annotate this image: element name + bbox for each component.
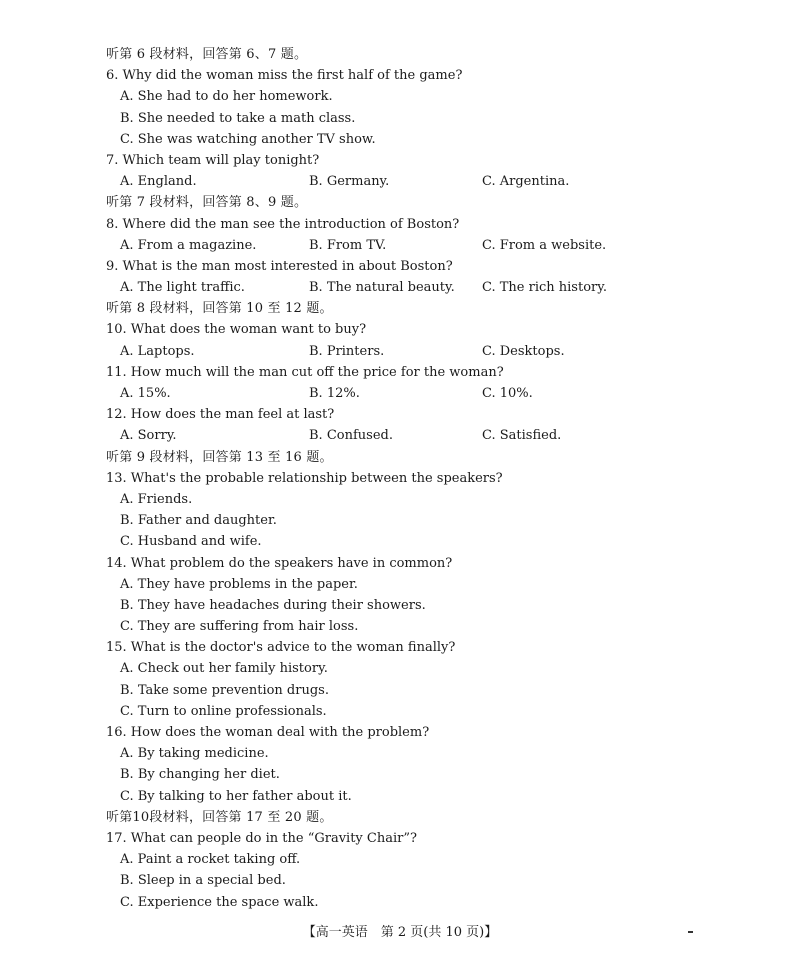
option-c: C. 10%.	[482, 386, 533, 401]
option-row	[106, 341, 706, 362]
question-text: 6. Why did the woman miss the first half of the game?	[106, 68, 463, 84]
option-text: A. Friends.	[120, 491, 193, 507]
option-text: C. Experience the space walk.	[120, 894, 319, 910]
option-b: B. From TV.	[309, 237, 387, 253]
option-text: A. By taking medicine.	[120, 746, 269, 762]
option-text: C. By talking to her father about it.	[120, 788, 352, 804]
section-heading: 听第 7 段材料，回答第 8、9 题。	[106, 195, 308, 211]
option-a: A. Sorry.	[120, 428, 177, 444]
option-c: C. From a website.	[482, 237, 607, 253]
option-b: B. Confused.	[309, 428, 393, 444]
option-text: C. She was watching another TV show.	[120, 131, 376, 147]
question-text: 8. Where did the man see the introduction of Boston?	[106, 216, 460, 232]
option-text: B. They have headaches during their showers.	[120, 597, 426, 613]
option-row	[106, 171, 706, 192]
option-b: B. The natural beauty.	[309, 280, 455, 296]
question-text: 7. Which team will play tonight?	[106, 152, 320, 168]
option-text: A. Paint a rocket taking off.	[120, 852, 301, 868]
exam-content	[106, 44, 706, 913]
option-a: A. From a magazine.	[120, 237, 257, 253]
section-heading: 听第 8 段材料，回答第 10 至 12 题。	[106, 301, 333, 317]
option-b: B. Printers.	[309, 343, 385, 359]
scan-mark	[688, 931, 693, 933]
option-a: A. The light traffic.	[120, 280, 245, 296]
option-text: A. She had to do her homework.	[120, 89, 333, 105]
option-text: B. Take some prevention drugs.	[120, 682, 329, 698]
option-a: A. 15%.	[120, 386, 171, 401]
question-text: 12. How does the man feel at last?	[106, 407, 335, 423]
question-text: 11. How much will the man cut off the price for the woman?	[106, 364, 504, 380]
option-text: B. By changing her diet.	[120, 767, 280, 783]
option-a: A. Laptops.	[120, 343, 195, 359]
section-heading: 听第 9 段材料，回答第 13 至 16 题。	[106, 449, 333, 465]
option-text: C. They are suffering from hair loss.	[120, 619, 359, 635]
question-text: 16. How does the woman deal with the problem?	[106, 725, 430, 740]
option-b: B. Germany.	[309, 174, 390, 190]
option-text: C. Turn to online professionals.	[120, 703, 327, 719]
option-c: C. Satisfied.	[482, 428, 562, 444]
option-row	[106, 425, 706, 446]
option-text: A. They have problems in the paper.	[120, 576, 358, 592]
option-row	[106, 235, 706, 256]
option-c: C. Desktops.	[482, 343, 565, 359]
option-c: C. Argentina.	[482, 174, 570, 190]
option-text: B. She needed to take a math class.	[120, 110, 356, 126]
section-heading: 听第 6 段材料，回答第 6、7 题。	[106, 47, 308, 62]
option-c: C. The rich history.	[482, 280, 607, 296]
question-text: 9. What is the man most interested in about Boston?	[106, 258, 453, 274]
option-a: A. England.	[120, 174, 197, 190]
section-heading: 听第10段材料，回答第 17 至 20 题。	[106, 809, 333, 825]
page-footer: 【高一英语 第 2 页(共 10 页)】	[302, 925, 498, 940]
question-text: 15. What is the doctor's advice to the woman finally?	[106, 640, 456, 656]
question-text: 10. What does the woman want to buy?	[106, 322, 367, 338]
option-text: A. Check out her family history.	[120, 661, 328, 677]
question-text: 17. What can people do in the “Gravity Chair”?	[106, 830, 417, 846]
option-b: B. 12%.	[309, 386, 360, 401]
option-row	[106, 277, 706, 298]
option-text: B. Father and daughter.	[120, 513, 277, 529]
question-text: 13. What's the probable relationship between the speakers?	[106, 470, 503, 486]
option-text: B. Sleep in a special bed.	[120, 873, 286, 889]
question-text: 14. What problem do the speakers have in common?	[106, 555, 453, 571]
option-text: C. Husband and wife.	[120, 534, 262, 550]
option-row	[106, 383, 706, 404]
